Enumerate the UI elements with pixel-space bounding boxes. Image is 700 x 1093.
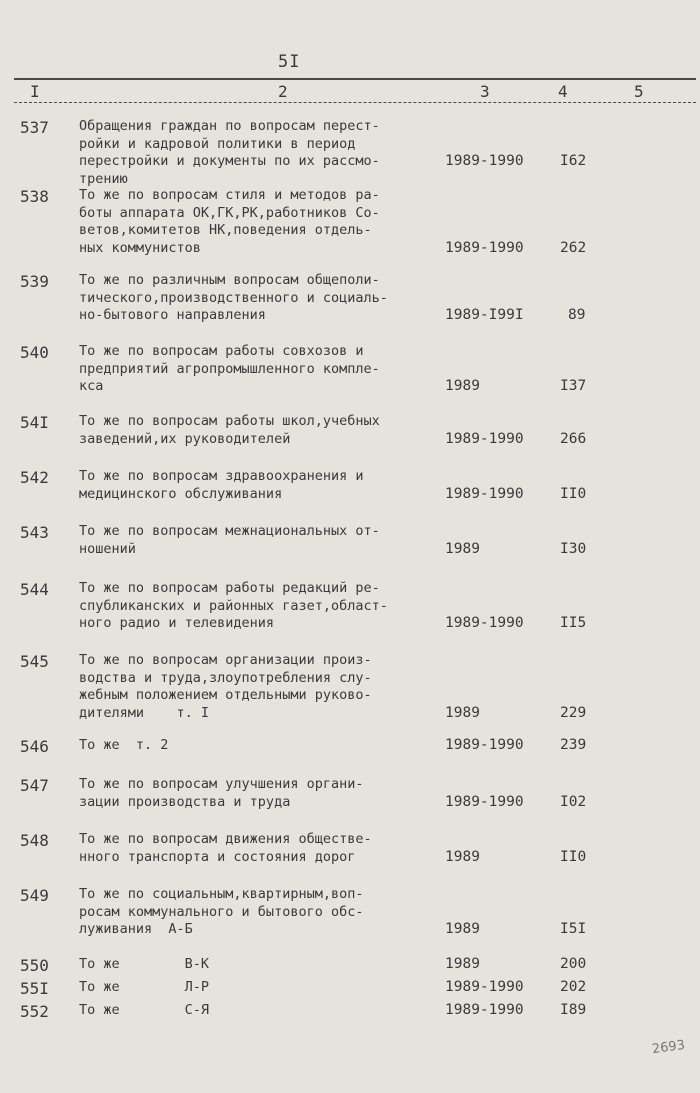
- item-description: Обращения граждан по вопросам перест- ройки и кадровой политики в период перестройки и документы по их рассмо- трению: [79, 118, 380, 187]
- item-sheet-count: I5I: [560, 921, 587, 937]
- item-description: То же В-К: [79, 956, 210, 972]
- item-number: 54I: [20, 413, 49, 432]
- item-number: 550: [20, 956, 49, 975]
- item-description: То же по вопросам организации произ- водства и труда,злоупотребления слу- жебным положением отдельными руково- дителями т. I: [79, 652, 372, 721]
- item-description: То же по вопросам стиля и методов ра- боты аппарата ОК,ГК,РК,работников Со- ветов,комитетов НК,поведения отдель- ных коммунистов: [79, 187, 380, 256]
- item-number: 546: [20, 737, 49, 756]
- handwritten-note: 2693: [651, 1037, 686, 1058]
- item-number: 547: [20, 776, 49, 795]
- item-description: То же по вопросам работы редакций ре- спубликанских и районных газет,област- ного радио и телевидения: [79, 580, 388, 631]
- item-sheet-count: 200: [560, 956, 587, 972]
- item-number: 544: [20, 580, 49, 599]
- item-number: 539: [20, 272, 49, 291]
- item-years: 1989: [445, 848, 480, 865]
- item-years: 1989-1990: [445, 153, 524, 169]
- item-years: 1989-1990: [445, 239, 524, 256]
- item-sheet-count: 262: [560, 239, 587, 256]
- item-sheet-count: 229: [560, 704, 587, 721]
- item-number: 552: [20, 1002, 49, 1021]
- item-sheet-count: 89: [568, 307, 586, 323]
- column-header-5: 5: [634, 82, 644, 101]
- column-header-1: I: [30, 82, 40, 101]
- item-sheet-count: 239: [560, 737, 587, 753]
- header-rule-top: [14, 78, 696, 80]
- item-sheet-count: I37: [560, 378, 587, 394]
- item-years: 1989-1990: [445, 979, 524, 995]
- item-sheet-count: I30: [560, 540, 587, 557]
- item-sheet-count: II0: [560, 485, 587, 502]
- page-number: 5I: [278, 52, 301, 72]
- item-years: 1989-1990: [445, 430, 524, 447]
- item-years: 1989: [445, 956, 480, 972]
- item-description: То же Л-Р: [79, 979, 210, 995]
- item-years: 1989-1990: [445, 485, 524, 502]
- item-sheet-count: I62: [560, 153, 587, 169]
- item-years: 1989-1990: [445, 1002, 524, 1018]
- item-number: 549: [20, 886, 49, 905]
- item-number: 548: [20, 831, 49, 850]
- item-number: 538: [20, 187, 49, 206]
- item-description: То же по вопросам работы совхозов и предприятий агропромышленного компле- кса: [79, 343, 380, 394]
- header-rule-bottom: [14, 102, 696, 103]
- item-sheet-count: I89: [560, 1002, 587, 1018]
- item-years: 1989: [445, 921, 480, 937]
- item-number: 537: [20, 118, 49, 137]
- item-description: То же по социальным,квартирным,воп- росам коммунального и бытового обс- луживания А-Б: [79, 886, 364, 937]
- item-number: 542: [20, 468, 49, 487]
- column-header-3: 3: [480, 82, 490, 101]
- item-description: То же по вопросам здравоохранения и медицинского обслуживания: [79, 468, 364, 502]
- item-description: То же по вопросам межнациональных от- ношений: [79, 523, 380, 557]
- item-sheet-count: I02: [560, 793, 587, 810]
- item-years: 1989-1990: [445, 615, 524, 631]
- item-years: 1989-1990: [445, 793, 524, 810]
- item-sheet-count: II5: [560, 615, 587, 631]
- item-years: 1989-I99I: [445, 307, 524, 323]
- item-sheet-count: II0: [560, 848, 587, 865]
- item-description: То же по вопросам работы школ,учебных заведений,их руководителей: [79, 413, 380, 447]
- item-description: То же т. 2: [79, 737, 169, 753]
- item-description: То же по вопросам улучшения органи- зации производства и труда: [79, 776, 364, 810]
- item-number: 55I: [20, 979, 49, 998]
- item-number: 540: [20, 343, 49, 362]
- item-number: 545: [20, 652, 49, 671]
- item-description: То же С-Я: [79, 1002, 210, 1018]
- item-sheet-count: 266: [560, 430, 587, 447]
- column-header-4: 4: [558, 82, 568, 101]
- item-description: То же по различным вопросам общеполи- тического,производственного и социаль- но-бытового направления: [79, 272, 388, 323]
- item-years: 1989: [445, 378, 480, 394]
- column-header-2: 2: [278, 82, 288, 101]
- item-years: 1989-1990: [445, 737, 524, 753]
- item-sheet-count: 202: [560, 979, 587, 995]
- item-description: То же по вопросам движения обществе- нного транспорта и состояния дорог: [79, 831, 372, 865]
- item-years: 1989: [445, 540, 480, 557]
- item-number: 543: [20, 523, 49, 542]
- item-years: 1989: [445, 704, 480, 721]
